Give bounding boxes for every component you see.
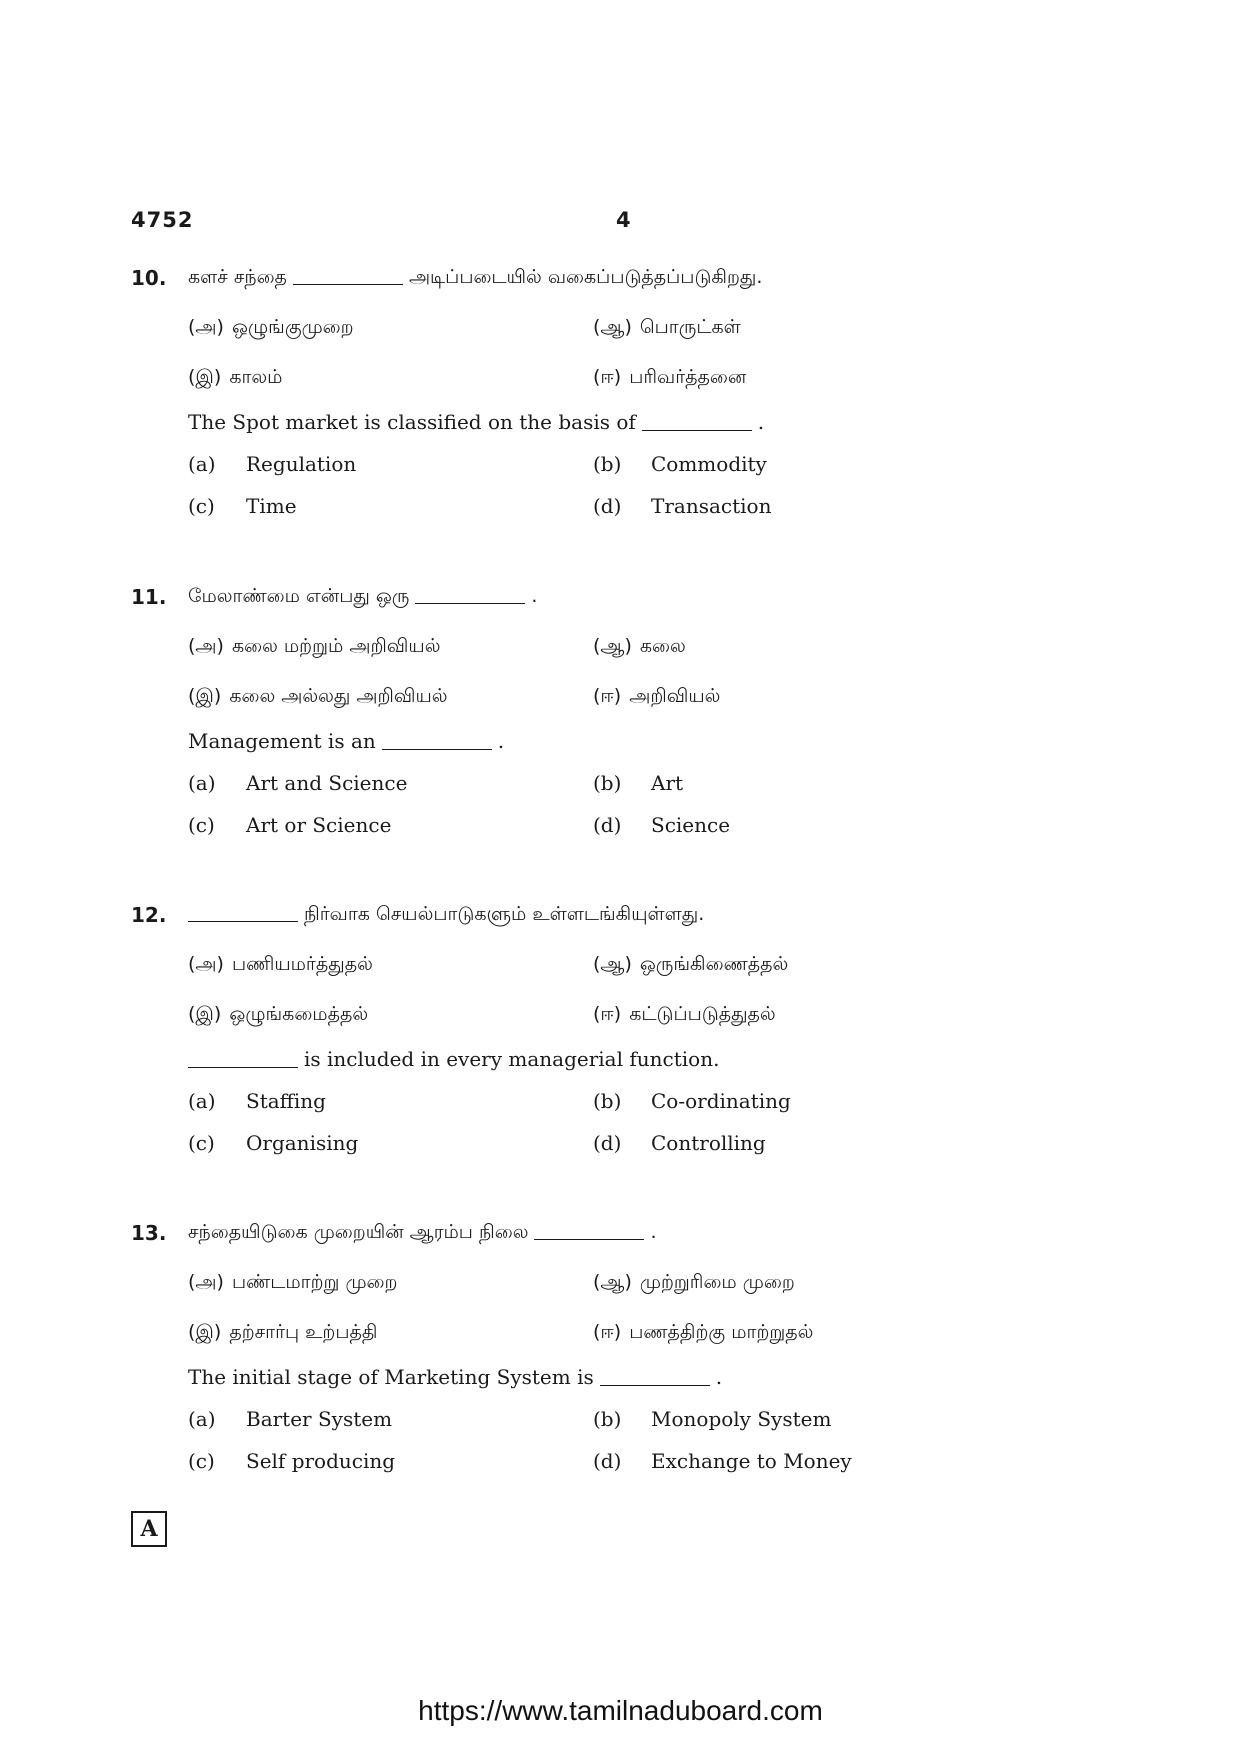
question-english: The initial stage of Marketing System is . xyxy=(188,1365,723,1389)
tamil-option: (ஈ) பரிவர்த்தனை xyxy=(593,366,747,388)
tamil-option: (அ) ஒழுங்குமுறை xyxy=(188,316,354,338)
option-b: (b) Monopoly System xyxy=(593,1407,832,1431)
series-box: A xyxy=(131,1511,167,1547)
option-d: (d) Exchange to Money xyxy=(593,1449,852,1473)
answer-blank xyxy=(600,1384,710,1386)
answer-blank xyxy=(188,1066,298,1068)
option-b: (b) Co-ordinating xyxy=(593,1089,791,1113)
answer-blank xyxy=(642,429,752,431)
question-english: is included in every managerial function. xyxy=(188,1047,719,1071)
answer-blank xyxy=(293,283,403,285)
option-c: (c) Time xyxy=(188,494,297,518)
tamil-option: (ஆ) கலை xyxy=(593,635,686,657)
question-12 xyxy=(131,903,1131,1173)
option-c: (c) Art or Science xyxy=(188,813,392,837)
tamil-option: (அ) பணியமர்த்துதல் xyxy=(188,953,373,975)
tamil-option: (ஆ) முற்றுரிமை முறை xyxy=(593,1271,795,1293)
footer-url[interactable]: https://www.tamilnaduboard.com xyxy=(418,1695,823,1726)
option-a: (a) Staffing xyxy=(188,1089,326,1113)
tamil-option: (ஈ) கட்டுப்படுத்துதல் xyxy=(593,1003,776,1025)
tamil-option: (அ) பண்டமாற்று முறை xyxy=(188,1271,398,1293)
tamil-option: (அ) கலை மற்றும் அறிவியல் xyxy=(188,635,441,657)
option-d: (d) Transaction xyxy=(593,494,772,518)
option-c: (c) Organising xyxy=(188,1131,359,1155)
tamil-option: (ஈ) பணத்திற்கு மாற்றுதல் xyxy=(593,1321,814,1343)
question-tamil: சந்தையிடுகை முறையின் ஆரம்ப நிலை . xyxy=(188,1221,657,1243)
question-13 xyxy=(131,1221,1131,1491)
tamil-option: (இ) தற்சார்பு உற்பத்தி xyxy=(188,1321,378,1343)
option-b: (b) Art xyxy=(593,771,684,795)
option-a: (a) Art and Science xyxy=(188,771,408,795)
option-a: (a) Regulation xyxy=(188,452,357,476)
tamil-option: (இ) கலை அல்லது அறிவியல் xyxy=(188,685,448,707)
question-tamil: மேலாண்மை என்பது ஒரு . xyxy=(188,585,538,607)
tamil-option: (ஆ) ஒருங்கிணைத்தல் xyxy=(593,953,789,975)
option-a: (a) Barter System xyxy=(188,1407,393,1431)
option-d: (d) Controlling xyxy=(593,1131,766,1155)
question-tamil: நிர்வாக செயல்பாடுகளும் உள்ளடங்கியுள்ளது. xyxy=(188,903,704,928)
question-english: The Spot market is classified on the basis of . xyxy=(188,410,765,434)
tamil-option: (ஈ) அறிவியல் xyxy=(593,685,721,707)
question-11 xyxy=(131,585,1131,855)
answer-blank xyxy=(415,602,525,604)
question-paper-code: 4752 xyxy=(131,208,194,232)
question-tamil: களச் சந்தை அடிப்படையில் வகைப்படுத்தப்படுகிறது. xyxy=(188,266,763,288)
question-number: 11. xyxy=(131,585,167,609)
question-number: 10. xyxy=(131,266,167,290)
option-d: (d) Science xyxy=(593,813,731,837)
tamil-option: (இ) காலம் xyxy=(188,366,283,388)
option-c: (c) Self producing xyxy=(188,1449,396,1473)
tamil-option: (ஆ) பொருட்கள் xyxy=(593,316,741,338)
question-number: 13. xyxy=(131,1221,167,1245)
answer-blank xyxy=(188,920,298,922)
answer-blank xyxy=(382,748,492,750)
option-b: (b) Commodity xyxy=(593,452,767,476)
answer-blank xyxy=(534,1238,644,1240)
question-english: Management is an . xyxy=(188,729,505,753)
tamil-option: (இ) ஒழுங்கமைத்தல் xyxy=(188,1003,369,1025)
question-10 xyxy=(131,266,1131,536)
page-number: 4 xyxy=(616,208,632,232)
question-number: 12. xyxy=(131,903,167,927)
